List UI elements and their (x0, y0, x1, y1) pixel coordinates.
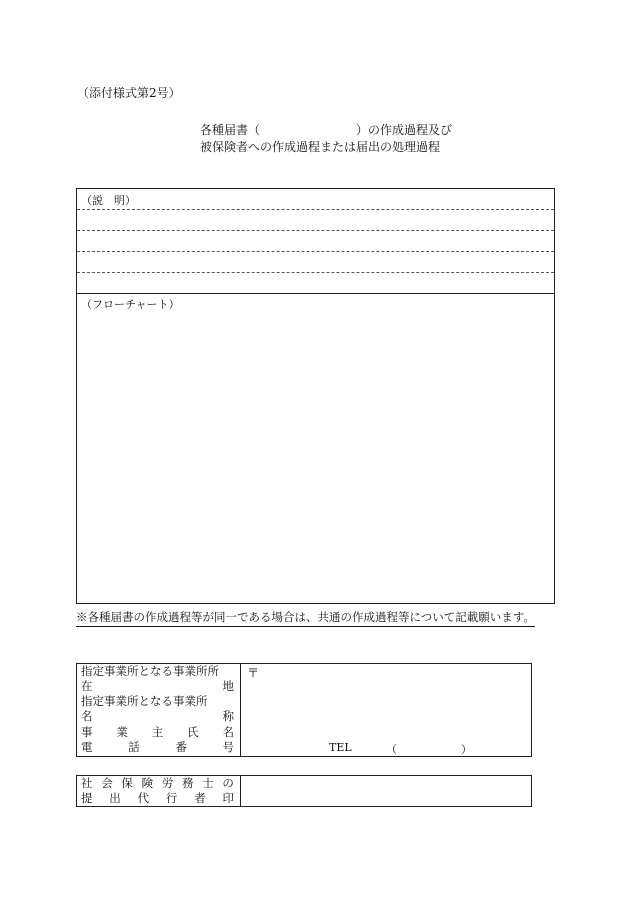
tel-label: TEL (329, 741, 352, 754)
label-char: 号 (222, 740, 234, 754)
label-char: 氏 (187, 725, 199, 739)
document-title-line1 (200, 121, 452, 138)
explanation-line-3 (77, 251, 554, 252)
agent-seal-field[interactable] (241, 776, 531, 806)
explanation-line-4 (77, 272, 554, 273)
label-agent-seal (81, 791, 234, 806)
label-office-name-1: 指定事業所となる事業所 (81, 694, 208, 708)
label-char: 電 (81, 740, 93, 754)
label-owner-name (81, 725, 234, 740)
tel-paren-open: （ (386, 743, 397, 756)
label-char: 会 (101, 776, 113, 790)
form-number: （添付様式第2号） (77, 86, 181, 100)
label-char: 印 (222, 791, 234, 805)
label-char: 保 (121, 776, 133, 790)
label-char: 名 (222, 725, 234, 739)
label-char: 主 (151, 725, 164, 739)
tel-paren-close: ） (461, 743, 472, 756)
label-char: 者 (194, 791, 206, 805)
label-char: 出 (109, 791, 121, 805)
label-char: 名 (81, 709, 93, 723)
label-char: 険 (141, 776, 154, 790)
label-char: 事 (81, 725, 93, 739)
label-phone-number (81, 740, 234, 755)
label-char: 提 (81, 791, 93, 805)
label-char: 在 (81, 679, 93, 693)
note-text: ※各種届書の作成過程等が同一である場合は、共通の作成過程等について記載願います。 (76, 609, 535, 627)
label-office-name-2 (81, 709, 234, 724)
document-title-line2: 被保険者への作成過程または届出の処理過程 (200, 140, 441, 154)
address-entry-area[interactable] (241, 664, 531, 738)
agent-table (76, 775, 532, 807)
label-char: 士 (202, 776, 214, 790)
explanation-line-2 (77, 230, 554, 231)
process-description-box (76, 188, 555, 604)
label-char: 称 (222, 709, 234, 723)
label-char: 社 (81, 776, 93, 790)
title-prefix: 各種届書（ (200, 123, 261, 137)
label-char: 代 (137, 791, 150, 805)
flowchart-area[interactable] (77, 311, 554, 603)
label-office-location-1: 指定事業所となる事業所所 (81, 664, 219, 678)
label-char: 地 (222, 679, 234, 693)
label-char: 話 (128, 740, 140, 754)
business-info-table (76, 663, 532, 757)
label-labor-consultant (81, 776, 234, 791)
explanation-label: （説 明） (81, 194, 136, 207)
title-suffix: ）の作成過程及び (356, 123, 453, 137)
label-char: 番 (175, 740, 187, 754)
postal-mark: 〒 (247, 666, 260, 680)
label-char: の (222, 776, 234, 790)
explanation-line-1 (77, 209, 554, 210)
section-divider (77, 293, 554, 294)
label-char: 行 (165, 791, 178, 805)
label-office-location-2 (81, 679, 234, 694)
label-char: 務 (182, 776, 194, 790)
flowchart-label: （フローチャート） (81, 298, 180, 311)
label-char: 業 (116, 725, 128, 739)
label-char: 労 (161, 776, 174, 790)
